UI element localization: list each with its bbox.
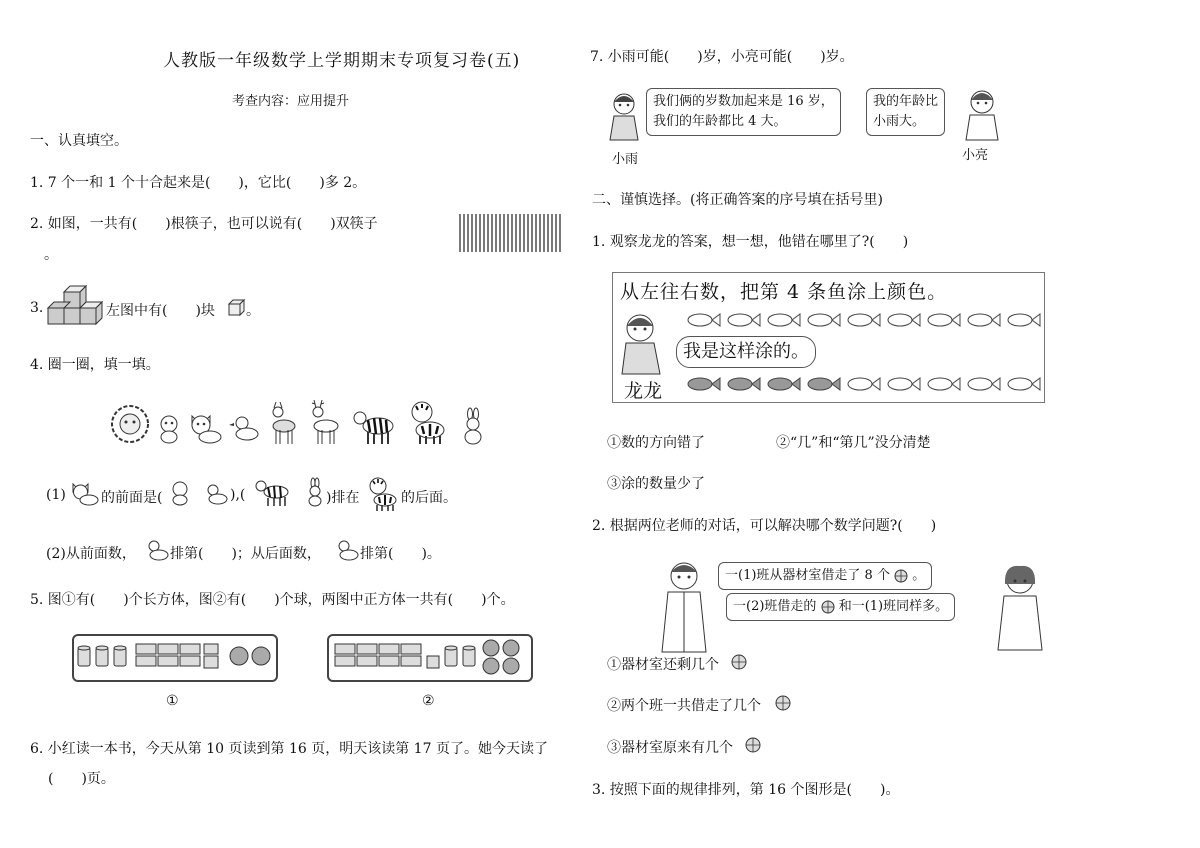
deer-icon bbox=[266, 400, 298, 446]
rabbit-icon bbox=[460, 408, 486, 446]
duck-icon bbox=[336, 538, 360, 562]
cat-icon bbox=[70, 482, 100, 506]
figure-2-label: ② bbox=[422, 693, 435, 709]
question-1-4-2-text-a: (2)从前面数， bbox=[46, 546, 136, 562]
fish-icon bbox=[968, 314, 1000, 326]
option-2-2-2: ②两个班一共借走了几个 bbox=[607, 698, 761, 714]
fish-icon bbox=[888, 314, 920, 326]
fish-icon bbox=[808, 378, 840, 390]
question-2-2: 2. 根据两位老师的对话，可以解决哪个数学问题?( ) bbox=[592, 518, 937, 534]
boy-longlong-icon bbox=[618, 310, 666, 378]
speech-bubble-xiaoyu bbox=[646, 88, 841, 136]
question-1-3-number: 3. bbox=[30, 300, 44, 316]
figure-1-label: ① bbox=[166, 693, 179, 709]
speech-xiaoyu-line-2: 我们的年龄都比 4 大。 bbox=[653, 114, 787, 129]
lion-icon bbox=[110, 404, 150, 444]
cubes-figure bbox=[46, 286, 104, 330]
section-heading-1: 一、认真填空。 bbox=[30, 133, 128, 149]
question-1-3-tail: 。 bbox=[246, 303, 260, 319]
option-2-2-1: ①器材室还剩几个 bbox=[607, 657, 719, 673]
question-2-3: 3. 按照下面的规律排列，第 16 个图形是( )。 bbox=[592, 782, 900, 798]
question-1-4-1-text-d: 的后面。 bbox=[401, 490, 457, 506]
fish-icon bbox=[768, 378, 800, 390]
name-longlong: 龙龙 bbox=[624, 380, 663, 402]
duck-icon bbox=[205, 482, 229, 506]
question-1-4-2-text-c: 排第( )。 bbox=[360, 546, 441, 562]
question-1-2-tail: 。 bbox=[44, 247, 58, 263]
duck-icon bbox=[146, 538, 170, 562]
dog-icon bbox=[169, 480, 191, 506]
fish-row-top bbox=[686, 310, 1042, 330]
option-2-1-3: ③涂的数量少了 bbox=[607, 476, 705, 492]
speech-bubble-xiaoliang bbox=[866, 88, 945, 136]
fish-icon bbox=[848, 314, 880, 326]
fish-icon bbox=[1008, 314, 1040, 326]
cube-icon bbox=[228, 299, 246, 317]
fish-icon bbox=[688, 378, 720, 390]
fish-instruction: 从左往右数，把第 4 条鱼涂上颜色。 bbox=[620, 281, 948, 303]
speech-teacher-2-text-a: 一(2)班借走的 bbox=[733, 599, 817, 614]
page-title: 人教版一年级数学上学期期末专项复习卷(五) bbox=[163, 51, 521, 71]
basketball-icon bbox=[821, 600, 835, 614]
speech-bubble-teacher-1 bbox=[718, 562, 932, 590]
fish-icon bbox=[728, 314, 760, 326]
speech-teacher-1-text: 一(1)班从器材室借走了 8 个 bbox=[725, 568, 890, 583]
fish-icon bbox=[968, 378, 1000, 390]
question-1-2: 2. 如图，一共有( )根筷子，也可以说有( )双筷子 bbox=[30, 216, 378, 232]
question-1-4-2-text-b: 排第( )；从后面数， bbox=[170, 546, 321, 562]
question-1-3-text: 左图中有( )块 bbox=[106, 303, 215, 319]
rabbit-icon bbox=[305, 478, 325, 508]
zebra-icon bbox=[255, 478, 291, 508]
animal-row bbox=[110, 398, 490, 450]
question-1-4: 4. 圈一圈，填一填。 bbox=[30, 357, 160, 373]
question-1-4-1-text-a: 的前面是( bbox=[101, 490, 163, 506]
fish-icon bbox=[688, 314, 720, 326]
girl-xiaoyu-icon bbox=[606, 90, 642, 146]
name-xiaoliang: 小亮 bbox=[962, 148, 989, 163]
question-1-5: 5. 图①有( )个长方体，图②有( )个球，两图中正方体一共有( )个。 bbox=[30, 592, 515, 608]
speech-xiaoyu-line-1: 我们俩的岁数加起来是 16 岁， bbox=[653, 94, 834, 109]
question-1-6-tail: ( )页。 bbox=[48, 771, 115, 787]
basketball-icon bbox=[894, 569, 908, 583]
option-2-1-1: ①数的方向错了 bbox=[607, 435, 705, 451]
fish-icon bbox=[808, 314, 840, 326]
deer-icon bbox=[306, 398, 340, 446]
figure-1-shapes bbox=[76, 640, 272, 676]
teacher-female-icon bbox=[994, 562, 1048, 652]
speech-xiaoliang-line-2: 小雨大。 bbox=[873, 114, 926, 129]
fish-icon bbox=[928, 314, 960, 326]
section-heading-2: 二、谨慎选择。(将正确答案的序号填在括号里) bbox=[592, 192, 883, 208]
question-1-6: 6. 小红读一本书，今天从第 10 页读到第 16 页，明天该读第 17 页了。她今天读了 bbox=[30, 741, 548, 757]
figure-2-shapes bbox=[331, 638, 527, 678]
fish-icon bbox=[728, 378, 760, 390]
fish-icon bbox=[848, 378, 880, 390]
fish-icon bbox=[928, 378, 960, 390]
fish-row-bottom bbox=[686, 374, 1042, 394]
question-1-4-1-text-b: ),( bbox=[230, 487, 246, 503]
question-1-4-1-label: (1) bbox=[46, 487, 66, 503]
fish-icon bbox=[1008, 378, 1040, 390]
boy-xiaoliang-icon bbox=[962, 88, 1002, 144]
option-2-1-2: ②“几”和“第几”没分清楚 bbox=[776, 435, 931, 451]
speech-xiaoliang-line-1: 我的年龄比 bbox=[873, 94, 939, 109]
option-2-2-3: ③器材室原来有几个 bbox=[607, 740, 733, 756]
basketball-icon bbox=[775, 695, 791, 711]
question-1-1: 1. 7 个一和 1 个十合起来是( )，它比( )多 2。 bbox=[30, 175, 367, 191]
tiger-icon bbox=[365, 476, 401, 512]
basketball-icon bbox=[745, 737, 761, 753]
dog-icon bbox=[156, 414, 182, 444]
zebra-icon bbox=[352, 408, 396, 446]
question-1-4-1-text-c: )排在 bbox=[326, 490, 360, 506]
teacher-male-icon bbox=[658, 560, 712, 654]
speech-teacher-1-end: 。 bbox=[912, 568, 926, 583]
speech-bubble-teacher-2 bbox=[726, 593, 955, 621]
question-2-1: 1. 观察龙龙的答案，想一想，他错在哪里了?( ) bbox=[592, 234, 909, 250]
cat-icon bbox=[188, 412, 222, 444]
chopsticks-figure bbox=[458, 212, 562, 254]
fish-icon bbox=[768, 314, 800, 326]
basketball-icon bbox=[731, 654, 747, 670]
speech-bubble-longlong: 我是这样涂的。 bbox=[676, 336, 816, 368]
page-subtitle: 考查内容：应用提升 bbox=[232, 94, 350, 109]
name-xiaoyu: 小雨 bbox=[612, 152, 639, 167]
duck-icon bbox=[232, 414, 260, 442]
tiger-icon bbox=[406, 400, 450, 446]
fish-icon bbox=[888, 378, 920, 390]
question-1-7: 7. 小雨可能( )岁，小亮可能( )岁。 bbox=[590, 49, 854, 65]
speech-teacher-2-text-b: 和一(1)班同样多。 bbox=[838, 599, 949, 614]
